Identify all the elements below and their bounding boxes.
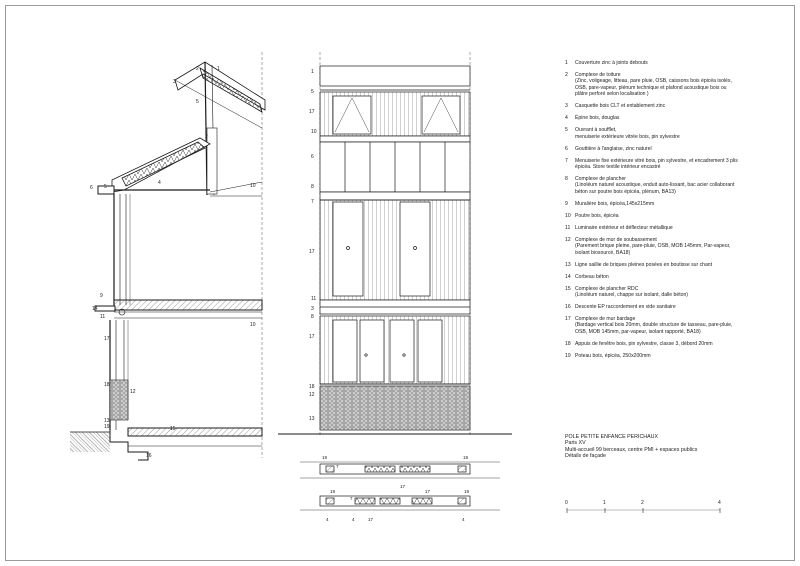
elevation-label: 10: [311, 129, 317, 135]
elevation-labels: [309, 69, 317, 422]
elevation-label: 18: [309, 384, 315, 390]
legend-item: [565, 225, 780, 231]
legend-detail: (Parement brique pleine, pare-pluie, OSB, MOB 145mm, Par-vapeur, isolant biosourcé, BA18): [575, 243, 731, 256]
legend-detail: (Zinc, voligeage, litteau, pare pluie, OSB, caissons bois épicéa isolés, OSB, pare-vapeur, plénum technique et plafond acoustique bois ou plâtre perforé selon localisation ): [575, 78, 732, 98]
legend-number: 12: [565, 236, 571, 243]
plan-label: 19: [464, 489, 470, 494]
legend-item: [565, 304, 780, 310]
legend-number: 13: [565, 261, 571, 268]
legend-title: Poutre bois, épicéa: [575, 212, 619, 219]
elevation-label: 12: [309, 392, 315, 398]
legend-number: 17: [565, 316, 571, 323]
legend-number: 3: [565, 103, 568, 110]
elevation-label: 8: [311, 314, 314, 320]
legend-detail: menuiserie extérieure vitrée bois, pin sylvestre: [575, 133, 680, 140]
legend-title: Ouvrant à soufflet,: [575, 127, 617, 134]
elevation-label: 7: [311, 199, 314, 205]
legend-number: 2: [565, 72, 568, 78]
legend-title: Complexe de mur de soubassement: [575, 236, 657, 243]
scale-bar: [565, 500, 725, 516]
legend-number: 18: [565, 340, 571, 347]
legend-title: Complexe de plancher: [575, 176, 626, 183]
legend-item: [565, 286, 780, 299]
legend-number: 14: [565, 273, 571, 280]
legend-title: Casquette bois CLT et entablement zinc: [575, 103, 666, 110]
legend-number: 9: [565, 200, 568, 207]
legend-title: Descente EP raccordement en vide sanitaire: [575, 304, 676, 311]
scale-label: 0: [565, 500, 568, 506]
legend-item: [565, 146, 780, 152]
legend-item: [565, 353, 780, 359]
plan-label: 4: [352, 517, 355, 522]
legend-number: 4: [565, 115, 568, 122]
legend-number: 10: [565, 212, 571, 219]
plan-label: 4: [462, 517, 465, 522]
legend-item: [565, 213, 780, 219]
elevation-label: 17: [309, 109, 315, 115]
legend-title: Menuiserie fixe extérieure vitré bois, pin sylvestre, et encadrement 3 plis: [575, 157, 738, 164]
section-label: 11: [100, 314, 106, 320]
legend-detail: (Linoléum naturel, chappe sur isolant, dalle béton): [575, 292, 688, 299]
section-label: 5: [104, 184, 107, 190]
legend-detail: épicéa. Store textile intérieur encastré: [575, 164, 661, 171]
section-label: 6: [90, 185, 93, 191]
legend-detail: (Bardage vertical bois 20mm, double structure de tasseau, pare-pluie, OSB, MOB 145mm, par-vapeur, isolant rapporté, BA18): [575, 322, 733, 335]
section-view: [70, 52, 265, 460]
scale-label: 1: [603, 500, 606, 506]
section-label: 12: [130, 389, 136, 395]
legend-item: [565, 127, 780, 140]
legend-title: Complexe de plancher RDC: [575, 285, 639, 292]
section-label: 2: [196, 66, 199, 72]
legend-title: Gouttière à l'anglaise, zinc naturel: [575, 145, 652, 152]
plan-label: 17: [400, 484, 406, 489]
project-info: [565, 434, 765, 459]
legend-title: Luminaire extérieur et déflecteur métallique: [575, 224, 673, 231]
elevation-label: 8: [311, 184, 314, 190]
scale-label: 4: [718, 500, 721, 506]
section-label: 2: [205, 134, 208, 140]
legend-number: 11: [565, 224, 571, 231]
legend-item: [565, 60, 780, 66]
elevation-label: 3: [311, 306, 314, 312]
elevation-label: 6: [311, 154, 314, 160]
elevation-label: 5: [311, 89, 314, 95]
section-label: 9: [100, 293, 103, 299]
legend-number: 19: [565, 352, 571, 359]
legend-title: Ligne saillie de briques pleines posées en boutisse sur chant: [575, 261, 713, 268]
project-location: Paris XV: [565, 440, 586, 447]
section-label: 16: [146, 453, 152, 459]
section-label: 10: [250, 322, 256, 328]
legend-item: [565, 341, 780, 347]
sheet-title: Détails de façade: [565, 452, 606, 459]
project-program: Multi-accueil 99 berceaux, centre PMI + espaces publics: [565, 446, 698, 453]
section-label: 14: [92, 306, 98, 312]
legend-title: Poteau bois, épicéa, 250x200mm: [575, 352, 651, 359]
section-label: 1: [217, 66, 220, 72]
legend-number: 6: [565, 145, 568, 152]
elevation-label: 13: [309, 416, 315, 422]
plan-label: 7: [350, 496, 353, 501]
section-label: 5: [196, 99, 199, 105]
legend-item: [565, 237, 780, 256]
plan-label: 4: [326, 517, 329, 522]
legend-number: 5: [565, 127, 568, 134]
section-label: 10: [250, 183, 256, 189]
legend-number: 15: [565, 285, 571, 292]
section-label: 3: [173, 79, 176, 85]
legend-item: [565, 72, 780, 98]
legend-item: [565, 262, 780, 268]
elevation-label: 17: [309, 249, 315, 255]
legend-title: Complexe de mur bardage: [575, 316, 636, 323]
section-label: 4: [158, 180, 161, 186]
legend-item: [565, 115, 780, 121]
legend-title: Couverture zinc à joints debouts: [575, 60, 648, 66]
elevation-label: 11: [311, 296, 317, 302]
plan-label: 17: [425, 489, 431, 494]
legend-detail: (Linoléum naturel acoustique, enduit auto-lissant, bac acier collaborant béton sur poutre bois épicéa, plénum, BA13): [575, 182, 735, 195]
project-name: POLE PETITE ENFANCE PERICHAUX: [565, 434, 659, 440]
legend-title: Appuis de fenêtre bois, pin sylvestre, classe 3, débord 20mm: [575, 340, 713, 347]
legend-title: Muralière bois, épicéa,145x215mm: [575, 200, 655, 207]
legend-title: Corbeau béton: [575, 273, 609, 280]
legend-title: Complexe de toiture: [575, 72, 621, 78]
plan-label: 19: [330, 489, 336, 494]
legend-item: [565, 316, 780, 335]
elevation-label: 1: [311, 69, 314, 75]
plan-label: 7: [336, 464, 339, 469]
elevation-label: 17: [309, 334, 315, 340]
legend-number: 8: [565, 176, 568, 183]
legend-number: 16: [565, 304, 571, 311]
section-label: 18: [104, 382, 110, 388]
legend-number: 7: [565, 157, 568, 164]
scale-label: 2: [641, 500, 644, 506]
plan-label: 19: [322, 455, 328, 460]
legend-item: [565, 201, 780, 207]
legend-title: Épine bois, douglas: [575, 115, 620, 122]
legend-item: [565, 158, 780, 171]
legend: [565, 60, 780, 365]
section-label: 17: [104, 336, 110, 342]
section-label: 19: [104, 424, 110, 430]
plan-label: 19: [463, 455, 469, 460]
legend-item: [565, 274, 780, 280]
section-label: 13: [104, 418, 110, 424]
section-label: 15: [170, 426, 176, 432]
legend-item: [565, 103, 780, 109]
plan-label: 17: [368, 517, 374, 522]
legend-item: [565, 176, 780, 195]
legend-number: 1: [565, 60, 568, 66]
